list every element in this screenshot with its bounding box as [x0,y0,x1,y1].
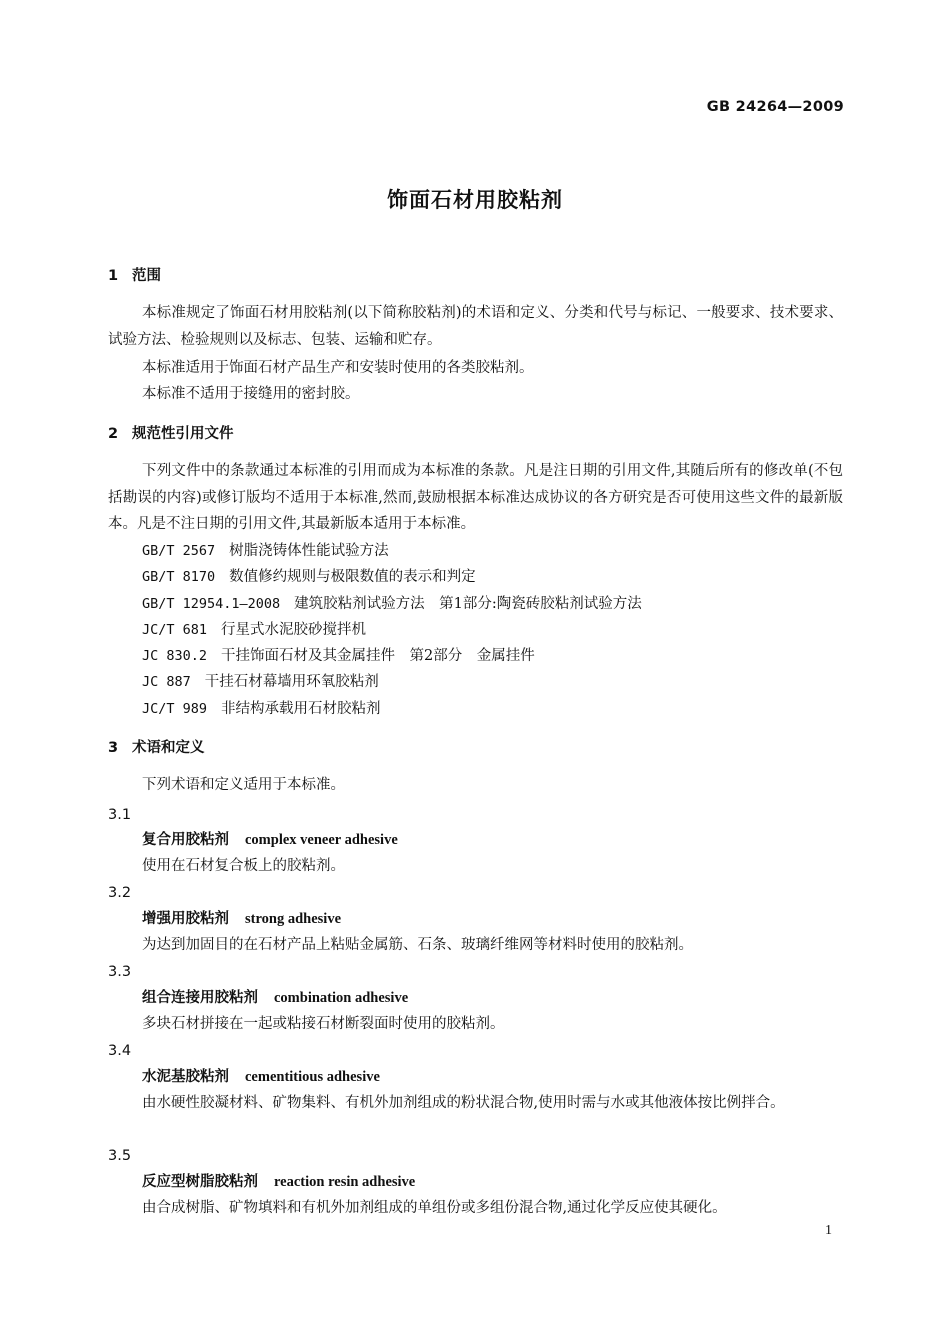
section-number: 3 [108,740,119,756]
section-title: 范围 [132,268,161,284]
page-number: 1 [825,1223,832,1238]
reference-item [142,699,381,719]
term-english: strong adhesive [245,911,342,927]
term-english: reaction resin adhesive [274,1174,416,1190]
section-1-paragraph-3: 本标准不适用于接缝用的密封胶。 [142,386,360,402]
term-definition: 由合成树脂、矿物填料和有机外加剂组成的单组份或多组份混合物,通过化学反应使其硬化。 [142,1200,727,1216]
section-1-paragraph-2: 本标准适用于饰面石材产品生产和安装时使用的各类胶粘剂。 [142,360,534,376]
reference-title: 行星式水泥胶砂搅拌机 [221,622,367,638]
section-3-intro: 下列术语和定义适用于本标准。 [142,777,345,793]
term-heading [142,988,408,1008]
section-number: 1 [108,268,119,284]
term-english: complex veneer adhesive [245,832,398,848]
term-heading [142,830,398,850]
reference-title: 非结构承载用石材胶粘剂 [221,701,381,717]
reference-item [142,646,535,666]
term-chinese: 反应型树脂胶粘剂 [142,1174,258,1190]
reference-code: JC/T 989 [142,701,208,717]
reference-code: GB/T 2567 [142,543,216,559]
reference-code: JC 887 [142,674,191,690]
term-heading [142,1172,415,1192]
term-english: combination adhesive [274,990,409,1006]
reference-code: JC 830.2 [142,648,208,664]
standard-code: GB 24264—2009 [706,99,844,115]
reference-item [142,567,476,587]
reference-item [142,541,389,561]
term-english: cementitious adhesive [245,1069,380,1085]
reference-code: GB/T 12954.1—2008 [142,596,281,612]
reference-title: 树脂浇铸体性能试验方法 [229,543,389,559]
term-definition: 多块石材拼接在一起或粘接石材断裂面时使用的胶粘剂。 [142,1016,505,1032]
clause-number: 3.5 [108,1148,132,1164]
section-1-heading [108,266,161,286]
reference-item [142,594,642,614]
term-heading [142,909,341,929]
reference-code: GB/T 8170 [142,569,216,585]
clause-number: 3.1 [108,807,132,823]
reference-title: 数值修约规则与极限数值的表示和判定 [229,569,476,585]
term-definition: 使用在石材复合板上的胶粘剂。 [142,858,345,874]
section-3-heading [108,738,205,758]
clause-number: 3.2 [108,885,132,901]
reference-title: 干挂石材幕墙用环氧胶粘剂 [204,674,379,690]
term-definition: 为达到加固目的在石材产品上粘贴金属筋、石条、玻璃纤维网等材料时使用的胶粘剂。 [142,937,693,953]
clause-number: 3.4 [108,1043,132,1059]
section-title: 规范性引用文件 [132,426,234,442]
term-chinese: 水泥基胶粘剂 [142,1069,229,1085]
term-chinese: 增强用胶粘剂 [142,911,229,927]
reference-code: JC/T 681 [142,622,208,638]
reference-title: 干挂饰面石材及其金属挂件 第2部分 金属挂件 [221,648,535,664]
reference-item [142,672,379,692]
section-2-intro: 下列文件中的条款通过本标准的引用而成为本标准的条款。凡是注日期的引用文件,其随后所有的修改单(不包括勘误的内容)或修订版均不适用于本标准,然而,鼓励根据本标准达成协议的各方研究是否可使用这些文件的最新版本。凡是不注日期的引用文件,其最新版本适用于本标准。 [108,463,843,532]
section-1-paragraph-1: 本标准规定了饰面石材用胶粘剂(以下简称胶粘剂)的术语和定义、分类和代号与标记、一般要求、技术要求、试验方法、检验规则以及标志、包装、运输和贮存。 [108,305,843,348]
term-chinese: 组合连接用胶粘剂 [142,990,258,1006]
term-definition: 由水硬性胶凝材料、矿物集料、有机外加剂组成的粉状混合物,使用时需与水或其他液体按比例拌合。 [142,1095,785,1111]
term-chinese: 复合用胶粘剂 [142,832,229,848]
document-title: 饰面石材用胶粘剂 [387,188,563,212]
section-title: 术语和定义 [132,740,205,756]
term-heading [142,1067,380,1087]
section-number: 2 [108,426,119,442]
reference-item [142,620,366,640]
clause-number: 3.3 [108,964,132,980]
reference-title: 建筑胶粘剂试验方法 第1部分:陶瓷砖胶粘剂试验方法 [294,596,642,612]
section-2-heading [108,424,234,444]
